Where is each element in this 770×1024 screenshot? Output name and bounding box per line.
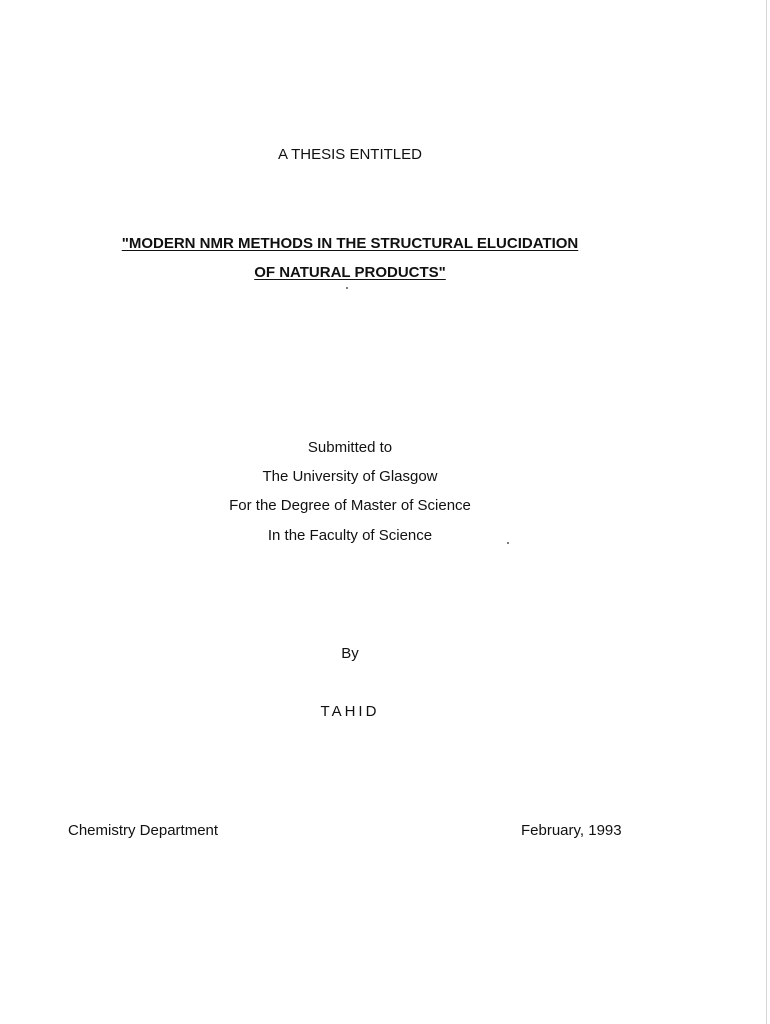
university-text: The University of Glasgow: [262, 468, 438, 485]
faculty-text: In the Faculty of Science: [267, 527, 433, 544]
department-text: Chemistry Department: [68, 822, 219, 839]
scan-speck: [507, 542, 509, 544]
scan-edge-line: [766, 0, 767, 1024]
scan-speck: [346, 287, 348, 289]
degree-text: For the Degree of Master of Science: [229, 497, 471, 514]
by-label: By: [341, 645, 359, 662]
author-name: TAHID: [320, 703, 380, 720]
thesis-title-line-2: OF NATURAL PRODUCTS": [254, 264, 446, 281]
thesis-title-line-1: "MODERN NMR METHODS IN THE STRUCTURAL ELUCIDATION: [121, 235, 579, 252]
submission-date: February, 1993: [521, 822, 622, 839]
submitted-to-text: Submitted to: [307, 439, 393, 456]
thesis-heading: A THESIS ENTITLED: [278, 146, 422, 163]
